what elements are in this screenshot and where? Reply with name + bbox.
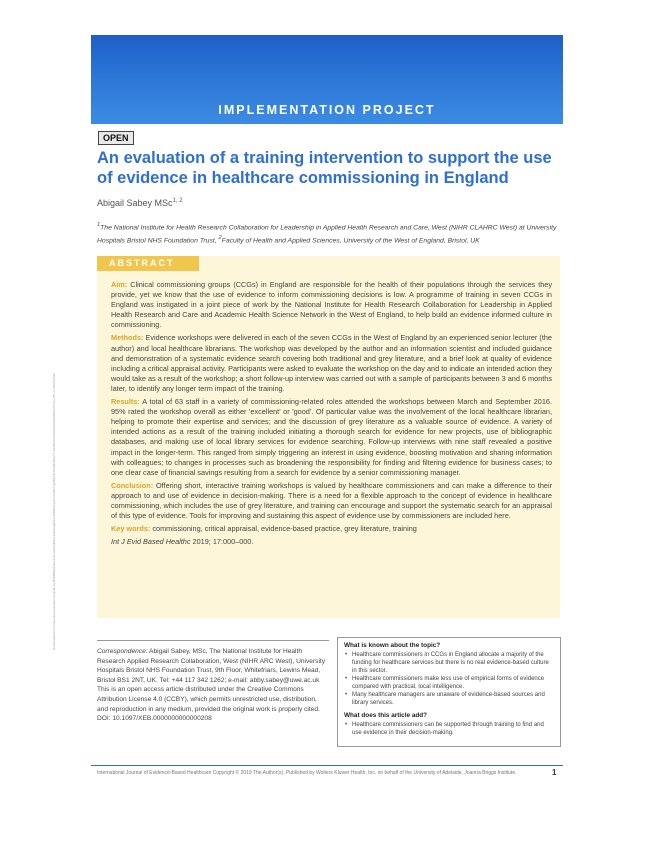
citation-journal: Int J Evid Based Healthc — [111, 537, 191, 547]
known-heading: What is known about the topic? — [344, 642, 441, 649]
correspondence — [97, 647, 329, 685]
methods-text: Evidence workshops were delivered in each of the seven CCGs in the West of England by an experienced senior lecturer (the author) and local healthcare librarians. The workshop was developed by the author and an information scientist and included guidance and demonstration of a systematic evidence search covering both traditional and grey literature, and a brief look at quality of evidence including a critical appraisal activity. Participants were asked to evaluate the workshop on the day and to indicate an intended action they would take as a result of the workshop; a short follow-up interview was carried out with a sample of participants between 3 and 6 months later, to identify any longer term impact of the training. — [111, 333, 552, 393]
adds-list — [344, 721, 554, 737]
page-number: 1 — [552, 768, 557, 777]
keywords-label: Key words: — [111, 524, 151, 534]
affiliation-1: The National Institute for Health Research Collaboration for Leadership in Applied Health Research and Care, West (NIHR CLAHRC West) at University Hospitals Bristol NHS Foundation Trust, — [97, 224, 557, 245]
correspondence-footnote — [97, 640, 329, 724]
license-text: This is an open access article distributed under the Creative Commons Attribution License 4.0 (CCBY), which permits unrestricted use, distribution, and reproduction in any medium, provided the original work is properly cited. — [97, 686, 320, 713]
affiliations — [97, 220, 567, 247]
known-item: • Healthcare commissioners make less use of empirical forms of evidence compared with practical, local intelligence. — [344, 675, 554, 691]
results-text: A total of 63 staff in a variety of commissioning-related roles attended the workshops between March and September 2016. 95% rated the workshop overall as either 'excellent' or 'good'. Of particular value was the involvement of the local healthcare librarian, helping to promote their expertise and services; and the discussion of grey literature as a valuable source of evidence. A variety of intended actions as a result of the training included initiating a thorough search for evidence for new projects, use of bibliographic databases, and making use of local library services for evidence searching. Follow-up interviews with nine staff revealed a positive impact in the longer-term. This ranged from simply triggering an interest in using evidence, boosting motivation and sharing information with colleagues; to changes in processes such as broadening the responsibility for finding and filtering evidence for business cases; to one clear case of financial savings resulting from a search for evidence by a senior commissioning manager. — [111, 397, 552, 477]
author-line — [97, 198, 183, 208]
footer-divider — [91, 765, 563, 766]
journal-footer: International Journal of Evidence-Based Healthcare Copyright © 2019 The Author(s). Published by Wolters Kluwer Health, Inc. on behalf of the University of Adelaide, Joanna Briggs Institute. — [97, 770, 517, 776]
section-label: IMPLEMENTATION PROJECT — [218, 103, 436, 117]
adds-item: • Healthcare commissioners can be supported through training to find and use evidence in their decision-making. — [344, 721, 554, 737]
known-item: • Healthcare commissioners in CCGs in England allocate a majority of the funding for healthcare services but there is no real evidence-based culture in this sector. — [344, 651, 554, 675]
key-points-box — [337, 637, 561, 747]
author-name: Abigail Sabey MSc — [97, 198, 173, 208]
known-list — [344, 651, 554, 707]
citation-details: 2019; 17:000–000. — [190, 537, 254, 547]
open-access-badge: OPEN — [98, 131, 134, 145]
abstract-keywords — [111, 524, 552, 534]
keywords-text: commissioning, critical appraisal, evidence-based practice, grey literature, training — [152, 524, 417, 534]
article-title: An evaluation of a training intervention to support the use of evidence in healthcare commissioning in England — [97, 149, 552, 187]
abstract-body — [111, 280, 552, 550]
abstract-box — [97, 256, 560, 618]
methods-label: Methods: — [111, 333, 144, 343]
aim-text: Clinical commissioning groups (CCGs) in England are responsible for the health of their populations through the services they provide, yet we know that the use of evidence to inform commissioning decisions is low. A programme of training in seven CCGs in England was instigated in a joint piece of work by the National Institute for Health Research Collaboration for Leadership in Applied Health Research and Care and Academic Health Science Network in the West of England, to help build an evidence informed culture in commissioning. — [111, 280, 552, 330]
conclusion-text: Offering short, interactive training workshops is valued by healthcare commissioners and can make a difference to their approach to and use of evidence in decision-making. There is a need for a flexible approach to the concept of evidence in healthcare commissioning, which includes the use of grey literature, and training can encourage and support the systematic search for an appraisal of this type of evidence. Tools for improving and sustaining this aspect of evidence use by commissioners are included here. — [111, 480, 552, 521]
abstract-results — [111, 397, 552, 478]
affiliation-mark-1: 1 — [97, 222, 101, 228]
abstract-methods — [111, 333, 552, 394]
author-affiliation-marks: 1, 2 — [172, 198, 183, 204]
results-label: Results: — [111, 397, 140, 407]
known-item: • Many healthcare managers are unaware of evidence-based sources and library services. — [344, 691, 554, 707]
affiliation-mark-2: 2 — [218, 235, 222, 242]
correspondence-label: Correspondence: — [97, 648, 148, 655]
abstract-aim — [111, 280, 552, 330]
adds-heading: What does this article add? — [344, 712, 428, 719]
aim-label: Aim: — [111, 280, 128, 289]
citation-line — [111, 537, 552, 547]
download-margin-note: Downloaded from https://journals.lww.com/ijebh by BhDMf5ePHKav1zEoum1tQfN4a+kJLhEZgbsIHo4XMi0hCywCX1AWnYQp/IlQrHD3i3D0OdRyi7TvSFl4Cf3VC4/OAVpDDa8KKGKV0Ymy+78= on 04/27/2019 — [52, 373, 56, 650]
affiliation-2: Faculty of Health and Applied Sciences, University of the West of England, Bristol, UK — [221, 237, 480, 245]
abstract-conclusion — [111, 481, 552, 521]
doi: DOI: 10.1097/XEB.0000000000000208 — [97, 715, 212, 723]
conclusion-label: Conclusion: — [111, 480, 154, 490]
correspondence-text: Abigail Sabey, MSc, The National Institute for Health Research Applied Research Collaboration, West (NIHR ARC West), University Hospitals Bristol NHS Foundation Trust, 9th Floor, Whitefriars, Lewins Mead, Bristol BS1 2NT, UK. Tel: +44 117 342 1262; e-mail: abby.sabey@uwe.ac.uk — [97, 648, 326, 684]
abstract-heading: ABSTRACT — [97, 256, 199, 271]
header-banner — [91, 35, 563, 124]
